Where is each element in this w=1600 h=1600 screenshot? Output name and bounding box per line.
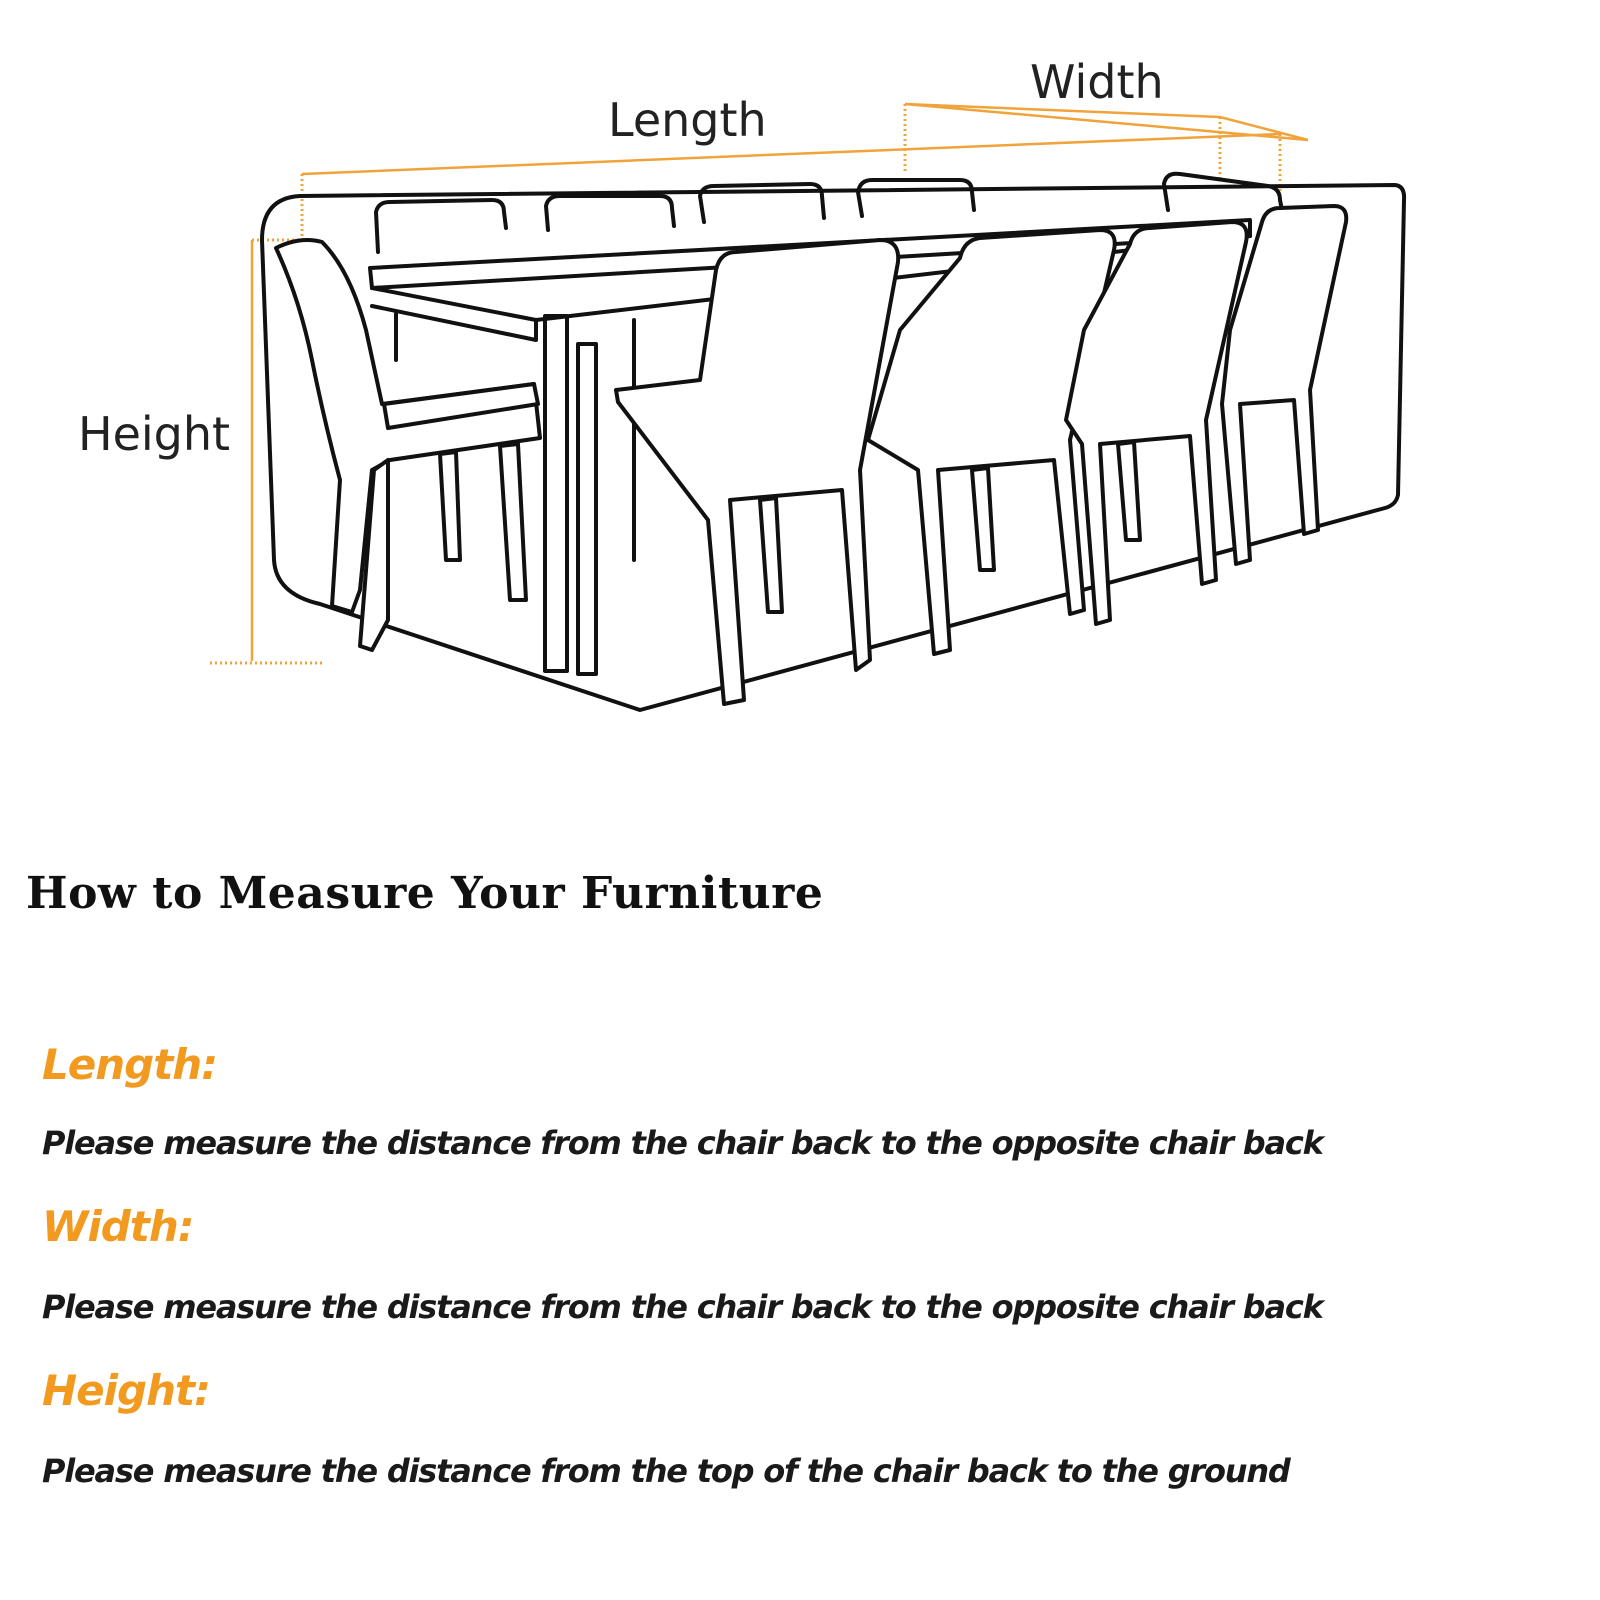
width-description-block (42, 1288, 1323, 1326)
height-instruction (42, 1366, 210, 1415)
front-chairs (616, 206, 1346, 704)
length-instruction (42, 1040, 217, 1089)
width-label: Width (1030, 55, 1164, 109)
length-heading: Length: (42, 1040, 217, 1089)
height-label: Height (78, 407, 231, 461)
height-heading: Height: (42, 1366, 210, 1415)
furniture-cover-diagram (0, 0, 1600, 760)
length-label: Length (608, 93, 767, 147)
width-heading: Width: (42, 1202, 194, 1251)
length-description-block (42, 1124, 1323, 1162)
width-instruction (42, 1202, 194, 1251)
section-title: How to Measure Your Furniture (26, 868, 824, 919)
width-guide (905, 104, 1308, 182)
width-description: Please measure the distance from the chair back to the opposite chair back (42, 1288, 1323, 1326)
height-description: Please measure the distance from the top of the chair back to the ground (42, 1452, 1290, 1490)
length-description: Please measure the distance from the chair back to the opposite chair back (42, 1124, 1323, 1162)
height-description-block (42, 1452, 1290, 1490)
end-chair (276, 240, 540, 650)
